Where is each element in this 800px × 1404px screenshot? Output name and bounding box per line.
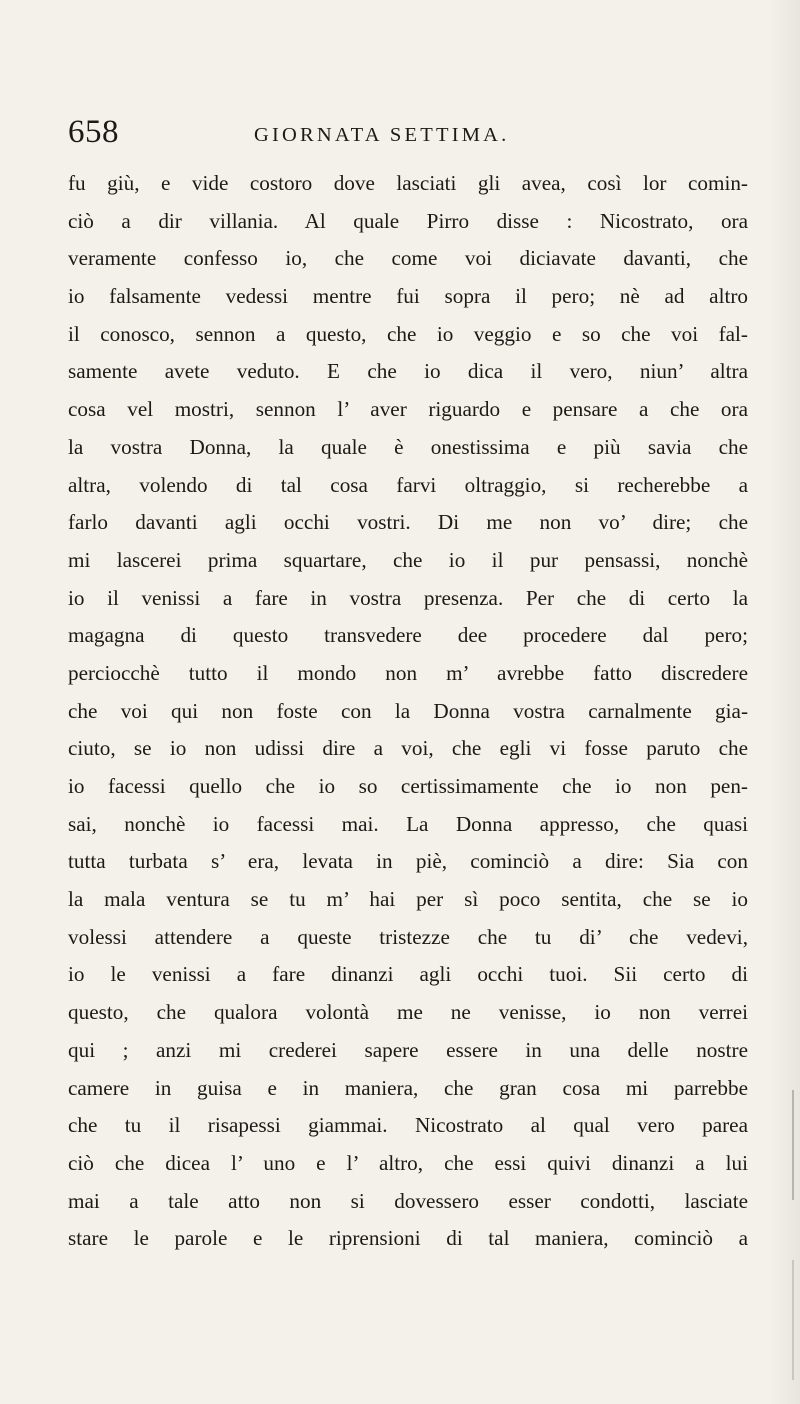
body-text xyxy=(68,165,748,1258)
text-line: camere in guisa e in maniera, che gran cosa mi parrebbe xyxy=(68,1075,748,1100)
text-line: sai, nonchè io facessi mai. La Donna appresso, che quasi xyxy=(68,811,748,836)
text-line: io il venissi a fare in vostra presenza. Per che di certo la xyxy=(68,585,748,610)
text-line: tutta turbata s’ era, levata in piè, cominciò a dire: Sia con xyxy=(68,849,748,874)
text-line: altra, volendo di tal cosa farvi oltraggio, si recherebbe a xyxy=(68,472,748,497)
text-line: io le venissi a fare dinanzi agli occhi tuoi. Sii certo di xyxy=(68,962,748,987)
text-line: io facessi quello che io so certissimamente che io non pen- xyxy=(68,774,748,798)
text-line: cosa vel mostri, sennon l’ aver riguardo e pensare a che ora xyxy=(68,397,748,422)
text-line: io falsamente vedessi mentre fui sopra il pero; nè ad altro xyxy=(68,284,748,309)
text-line: veramente confesso io, che come voi diciavate davanti, che xyxy=(68,246,748,271)
text-line: fu giù, e vide costoro dove lasciati gli avea, così lor comin- xyxy=(68,171,748,195)
running-head: GIORNATA SETTIMA. xyxy=(254,124,510,146)
text-line: ciò a dir villania. Al quale Pirro disse : Nicostrato, ora xyxy=(68,208,748,233)
page-edge-mark xyxy=(792,1260,794,1380)
text-line: stare le parole e le riprensioni di tal maniera, cominciò a xyxy=(68,1226,748,1251)
text-line: la mala ventura se tu m’ hai per sì poco sentita, che se io xyxy=(68,887,748,912)
text-line: ciò che dicea l’ uno e l’ altro, che essi quivi dinanzi a lui xyxy=(68,1150,748,1175)
page-edge-mark xyxy=(792,1090,794,1200)
text-line: magagna di questo transvedere dee procedere dal pero; xyxy=(68,623,748,648)
text-line: mi lascerei prima squartare, che io il pur pensassi, nonchè xyxy=(68,547,748,572)
text-line: perciocchè tutto il mondo non m’ avrebbe fatto discredere xyxy=(68,660,748,685)
text-line: il conosco, sennon a questo, che io veggio e so che voi fal- xyxy=(68,321,748,346)
text-line: qui ; anzi mi crederei sapere essere in una delle nostre xyxy=(68,1037,748,1062)
page-header xyxy=(68,112,748,162)
page-number: 658 xyxy=(68,114,119,150)
text-line: samente avete veduto. E che io dica il vero, niun’ altra xyxy=(68,359,748,384)
text-line: volessi attendere a queste tristezze che tu di’ che vedevi, xyxy=(68,924,748,949)
text-line: mai a tale atto non si dovessero esser condotti, lasciate xyxy=(68,1188,748,1213)
text-line: la vostra Donna, la quale è onestissima e più savia che xyxy=(68,434,748,459)
text-line: questo, che qualora volontà me ne venisse, io non verrei xyxy=(68,1000,748,1025)
text-line: farlo davanti agli occhi vostri. Di me non vo’ dire; che xyxy=(68,510,748,535)
text-line: che voi qui non foste con la Donna vostra carnalmente gia- xyxy=(68,698,748,723)
text-line: ciuto, se io non udissi dire a voi, che egli vi fosse paruto che xyxy=(68,736,748,761)
text-line: che tu il risapessi giammai. Nicostrato al qual vero parea xyxy=(68,1113,748,1138)
